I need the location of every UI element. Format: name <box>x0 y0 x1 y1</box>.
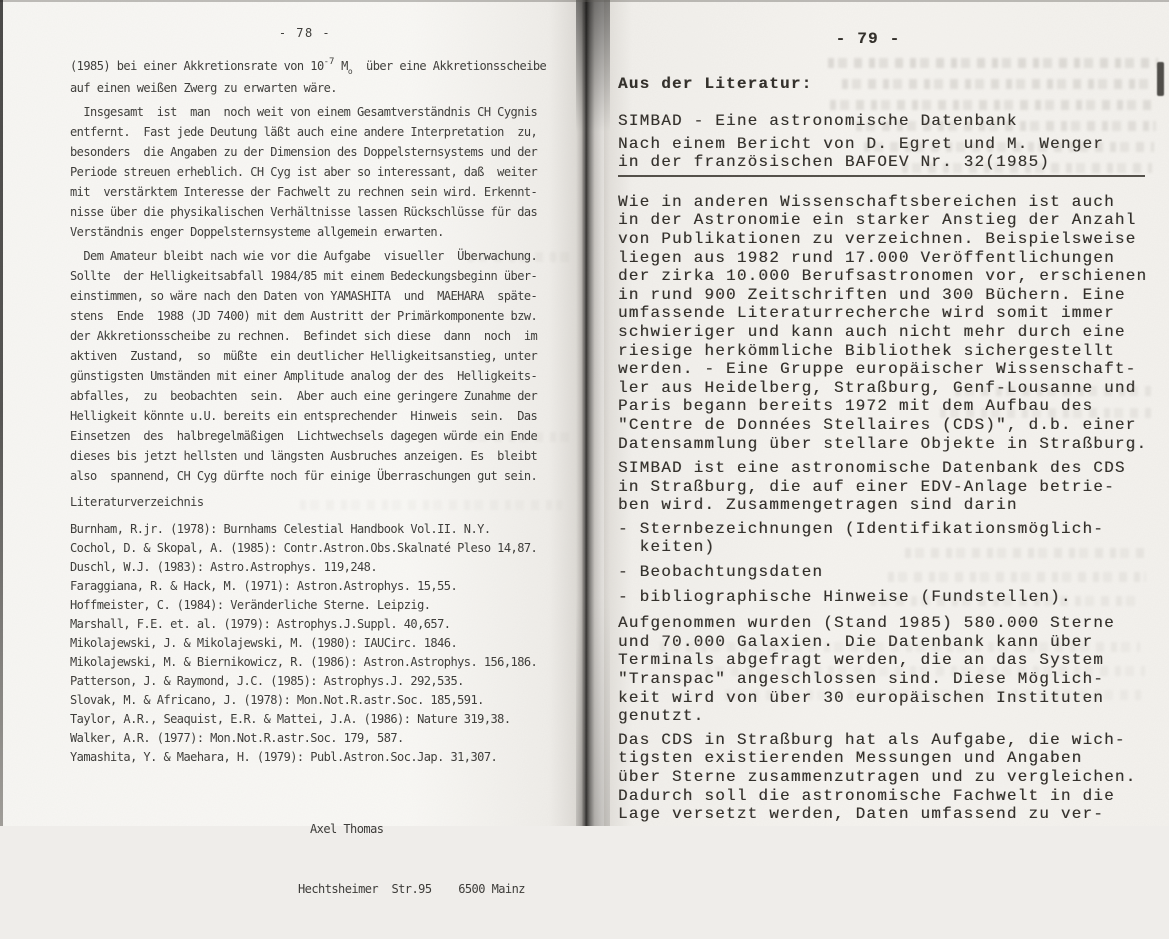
text-line: der zirka 10.000 Berufsastronomen vor, erschienen <box>618 267 1148 286</box>
text-line: Hoffmeister, C. (1984): Veränderliche Sterne. Leipzig. <box>70 598 431 612</box>
text-line: Marshall, F.E. et. al. (1979): Astrophys.J.Suppl. 40,657. <box>70 617 451 631</box>
text-line: Paris begann bereits 1972 mit dem Aufbau des <box>618 397 1094 416</box>
text-line: Sollte der Helligkeitsabfall 1984/85 mit einem Bedeckungsbeginn über- <box>70 269 538 283</box>
text-line: aktiven Zustand, so müßte ein deutlicher Helligkeitsanstieg, unter <box>70 349 538 363</box>
text-line: entfernt. Fast jede Deutung läßt auch eine andere Interpretation zu, <box>70 125 538 139</box>
text-line: Helligkeit könnte u.U. bereits ein entsprechender Hinweis sein. Das <box>70 409 538 423</box>
solar-mass-subscript: o <box>347 67 353 76</box>
text-line: in rund 900 Zeitschriften und 300 Büchern. Eine <box>618 285 1126 304</box>
text-line: Cochol, D. & Skopal, A. (1985): Contr.Astron.Obs.Skalnaté Pleso 14,87. <box>70 541 538 555</box>
bleedthrough-smudge <box>300 500 562 510</box>
author-address: Hechtsheimer Str.95 6500 Mainz <box>298 882 525 896</box>
bleedthrough-smudge <box>468 252 572 262</box>
text-line: Faraggiana, R. & Hack, M. (1971): Astron.Astrophys. 15,55. <box>70 579 458 593</box>
page-number: - 79 - <box>835 30 901 48</box>
text-line: - Beobachtungsdaten <box>618 563 824 582</box>
text-line: Verständnis enger Doppelsternsysteme allgemein erwarten. <box>70 225 444 239</box>
bleedthrough-smudge <box>888 572 1146 582</box>
text-line: stens Ende 1988 (JD 7400) mit dem Austritt der Primärkomponente bzw. <box>70 309 538 323</box>
text-line: mit verstärktem Interesse der Fachwelt zu rechnen sein wird. Erkennt- <box>70 185 538 199</box>
text-line: Mikolajewski, M. & Biernikowicz, R. (1986): Astron.Astrophys. 156,186. <box>70 655 538 669</box>
text-line: Periode streuen erheblich. CH Cyg ist aber so interessant, daß weiter <box>70 165 538 179</box>
bleedthrough-smudge <box>902 163 1152 173</box>
bleedthrough-smudge <box>955 386 1151 396</box>
text-line: "Transpac" angeschlossen sind. Diese Möglich- <box>618 670 1105 689</box>
text-segment: über eine Akkretionsscheibe <box>352 59 547 73</box>
text-line: Yamashita, Y. & Maehara, H. (1979): Publ.Astron.Soc.Jap. 31,307. <box>70 750 498 764</box>
literature-heading: Literaturverzeichnis <box>70 495 204 509</box>
text-line: Insgesamt ist man noch weit von einem Gesamtverständnis CH Cygnis <box>70 105 538 119</box>
text-line: Wie in anderen Wissenschaftsbereichen ist auch <box>618 192 1115 211</box>
bleedthrough-smudge <box>905 548 1151 558</box>
exponent-superscript: -7 <box>323 57 335 67</box>
text-line: in der Astronomie ein starker Anstieg der Anzahl <box>618 211 1137 230</box>
paragraph-accretion <box>70 56 547 98</box>
bleedthrough-smudge <box>842 79 1154 89</box>
text-line: Walker, A.R. (1977): Mon.Not.R.astr.Soc. 179, 587. <box>70 731 404 745</box>
page-number: - 78 - <box>278 26 332 40</box>
bleedthrough-smudge <box>940 408 1152 418</box>
text-line: - Sternbezeichnungen (Identifikationsmöglich- <box>618 519 1105 538</box>
text-line: von Publikationen zu verzeichnen. Beispielsweise <box>618 229 1137 248</box>
text-line: ben wird. Zusammengetragen sind darin <box>618 496 1018 515</box>
bleedthrough-smudge <box>830 100 1152 110</box>
text-line: Dadurch soll die astronomische Fachwelt in die <box>618 786 1115 805</box>
text-line: Slovak, M. & Africano, J. (1978): Mon.Not.R.astr.Soc. 185,591. <box>70 693 484 707</box>
text-line: und 70.000 Galaxien. Die Datenbank kann über <box>618 632 1094 651</box>
text-line: Nach einem Bericht von D. Egret und M. Wenger <box>618 134 1105 153</box>
text-line: über Sterne zusammenzutragen und zu vergleichen. <box>618 768 1137 786</box>
text-line: schwieriger und kann auch nicht mehr durch eine <box>618 322 1126 341</box>
text-line: einstimmen, so wäre nach den Daten von YAMASHITA und MAEHARA späte- <box>70 289 538 303</box>
text-line: in Straßburg, die auf einer EDV-Anlage betrie- <box>618 477 1115 496</box>
bleedthrough-smudge <box>828 58 1158 68</box>
scan-edge-top <box>0 0 1169 2</box>
scan-binding-mark <box>1157 62 1164 96</box>
text-line: riesige herkömmliche Bibliothek sichergestellt <box>618 341 1115 360</box>
text-line: auf einen weißen Zwerg zu erwarten wäre. <box>70 81 337 95</box>
bleedthrough-smudge <box>705 666 1145 676</box>
text-line: in der französischen BAFOEV Nr. 32(1985) <box>618 153 1051 172</box>
author-signature <box>298 779 540 939</box>
text-line: Patterson, J. & Raymond, J.C. (1985): Astrophys.J. 292,535. <box>70 674 464 688</box>
bleedthrough-smudge <box>725 690 1145 700</box>
text-line: SIMBAD ist eine astronomische Datenbank des CDS <box>618 459 1126 478</box>
text-line: tigsten existierenden Messungen und Angaben <box>618 749 1083 768</box>
bleedthrough-smudge <box>856 121 1156 131</box>
text-line: also spannend, CH Cyg dürfte noch für einige Überraschungen gut sein. <box>70 469 538 483</box>
text-line: günstigsten Umständen mit einer Amplitude analog der des Helligkeits- <box>70 369 538 383</box>
text-line: werden. - Eine Gruppe europäischer Wissenschaft- <box>618 360 1137 379</box>
bleedthrough-smudge <box>870 596 1142 606</box>
text-line: keiten) <box>618 538 716 557</box>
text-line: Aufgenommen wurden (Stand 1985) 580.000 Sterne <box>618 614 1115 633</box>
section-heading: Aus der Literatur: <box>618 75 813 93</box>
text-segment: M <box>334 59 348 73</box>
paragraph-cds-aufgabe <box>618 731 1148 824</box>
text-line: ler aus Heidelberg, Straßburg, Genf-Lousanne und <box>618 378 1137 397</box>
text-line: Mikolajewski, J. & Mikolajewski, M. (1980): IAUCirc. 1846. <box>70 636 458 650</box>
text-line: der Akkretionsscheibe zu rechnen. Befindet sich diese dann noch im <box>70 329 538 343</box>
bleedthrough-smudge <box>864 142 1154 152</box>
accretion-rate-line <box>70 56 547 78</box>
text-line: Duschl, W.J. (1983): Astro.Astrophys. 119,248. <box>70 560 378 574</box>
reference-list <box>70 520 540 767</box>
text-line: - bibliographische Hinweise (Fundstellen). <box>618 587 1072 606</box>
text-line: "Centre de Données Stellaires (CDS)", d.b. einer <box>618 415 1137 434</box>
paragraph-simbad <box>618 459 1148 515</box>
bleedthrough-smudge <box>468 432 572 442</box>
text-line: genutzt. <box>618 707 705 726</box>
paragraph-amateur <box>70 246 540 486</box>
scan-edge-left <box>0 0 3 826</box>
text-line: liegen aus 1982 rund 17.000 Veröffentlichungen <box>618 248 1115 267</box>
page-gutter-shadow <box>576 0 610 826</box>
text-line: Terminals abgefragt werden, die an das System <box>618 651 1105 670</box>
text-line: nisse über die physikalischen Verhältnisse lassen Rückschlüsse für das <box>70 205 538 219</box>
author-name: Axel Thomas <box>310 822 384 836</box>
paragraph-overview <box>70 102 540 242</box>
text-line: Taylor, A.R., Seaquist, E.R. & Mattei, J.A. (1986): Nature 319,38. <box>70 712 511 726</box>
article-title: SIMBAD - Eine astronomische Datenbank <box>618 112 1018 130</box>
text-line: Lage versetzt werden, Daten umfassend zu ver- <box>618 805 1105 824</box>
text-line: Dem Amateur bleibt nach wie vor die Aufgabe visueller Überwachung. <box>70 249 538 263</box>
text-line: Das CDS in Straßburg hat als Aufgabe, die wich- <box>618 730 1126 749</box>
text-line: umfassende Literaturrecherche wird somit immer <box>618 304 1115 323</box>
text-line: dieses bis jetzt hellsten und längsten Ausbruches anzeigen. Es bleibt <box>70 449 538 463</box>
text-line: Burnham, R.jr. (1978): Burnhams Celestial Handbook Vol.II. N.Y. <box>70 522 491 536</box>
page-78 <box>0 0 584 896</box>
text-line: abfalles, zu beobachten sein. Aber auch eine geringere Zunahme der <box>70 389 538 403</box>
text-line: besonders die Angaben zu der Dimension des Doppelsternsystems und der <box>70 145 538 159</box>
text-segment: (1985) bei einer Akkretionsrate von 10 <box>70 59 324 73</box>
text-line: Einsetzen des halbregelmäßigen Lichtwechsels dagegen würde ein Ende <box>70 429 538 443</box>
page-78-content <box>0 0 547 939</box>
text-line: keit wird von über 30 europäischen Instituten <box>618 688 1105 707</box>
bleedthrough-smudge <box>660 642 1140 652</box>
text-line: Datensammlung über stellare Objekte in Straßburg. <box>618 434 1148 453</box>
